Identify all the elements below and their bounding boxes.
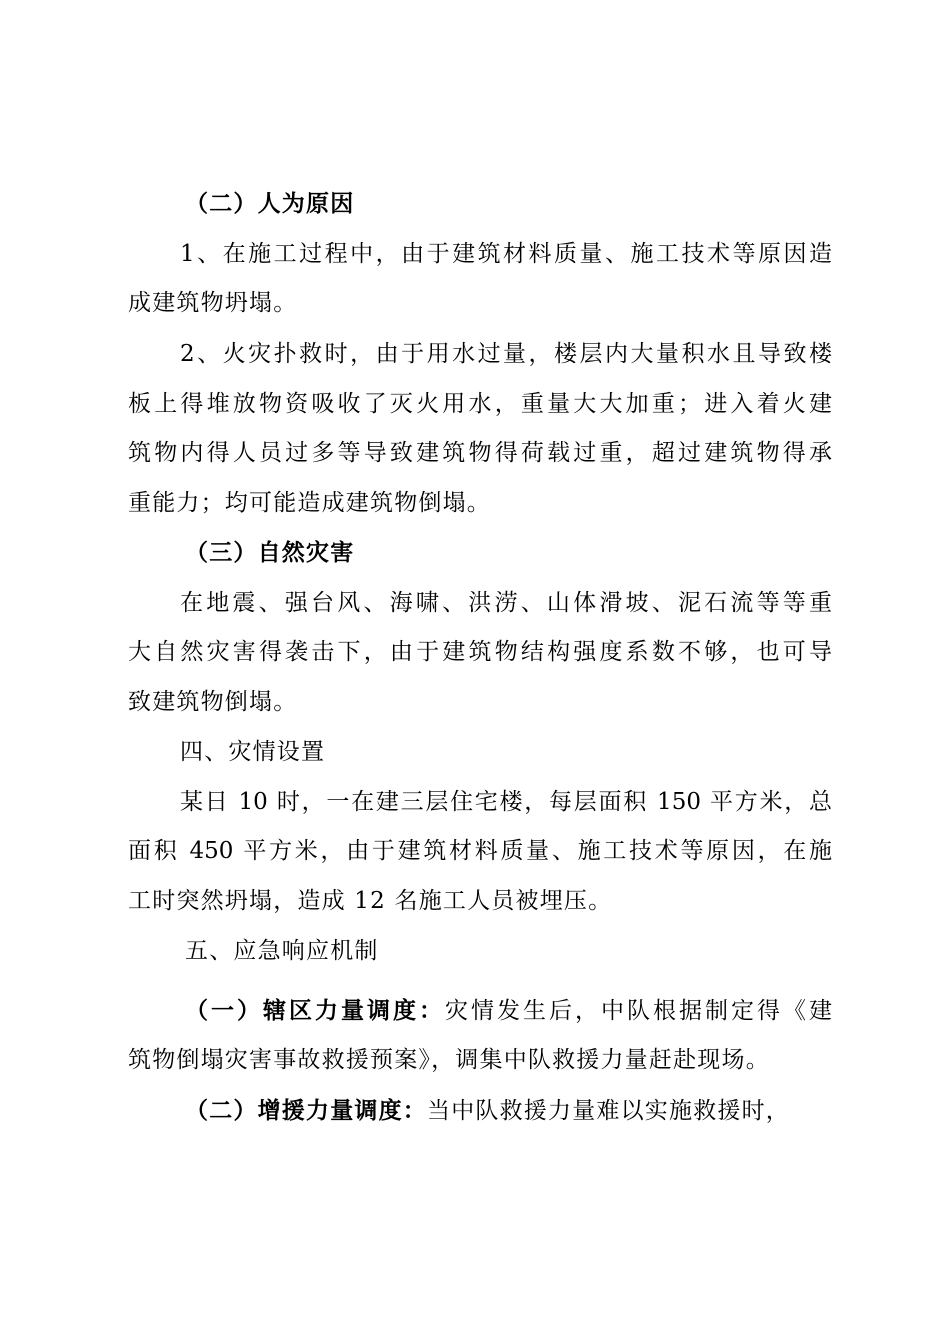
paragraph-line: 2、火灾扑救时，由于用水过量，楼层内大量积水且导致楼	[180, 341, 832, 367]
section-heading-emergency-response: 五、应急响应机制	[185, 938, 379, 964]
inline-label-local-dispatch: （一）辖区力量调度：	[185, 997, 445, 1024]
paragraph-line: 1、在施工过程中，由于建筑材料质量、施工技术等原因造	[180, 241, 832, 267]
inline-text: 灾情发生后，中队根据制定得《建	[445, 998, 832, 1024]
section-heading-human-causes: （二）人为原因	[185, 190, 355, 217]
inline-label-reinforcement-dispatch: （二）增援力量调度：	[185, 1097, 427, 1124]
paragraph-line: 工时突然坍塌，造成 12 名施工人员被埋压。	[128, 888, 613, 914]
paragraph-line	[185, 1096, 790, 1126]
paragraph-line: 筑物倒塌灾害事故救援预案》，调集中队救援力量赶赴现场。	[128, 1047, 770, 1073]
paragraph-line: 大自然灾害得袭击下，由于建筑物结构强度系数不够，也可导	[128, 639, 832, 665]
section-heading-disaster-setting: 四、灾情设置	[180, 739, 326, 765]
paragraph-line: 板上得堆放物资吸收了灭火用水，重量大大加重；进入着火建	[128, 391, 832, 417]
section-heading-natural-disasters: （三）自然灾害	[185, 539, 355, 566]
paragraph-line: 重能力；均可能造成建筑物倒塌。	[128, 490, 491, 516]
paragraph-line: 面积 450 平方米，由于建筑材料质量、施工技术等原因，在施	[128, 838, 832, 864]
paragraph-line	[185, 996, 832, 1026]
inline-text: 当中队救援力量难以实施救援时，	[427, 1098, 790, 1124]
paragraph-line: 某日 10 时，一在建三层住宅楼，每层面积 150 平方米，总	[180, 789, 832, 815]
paragraph-line: 在地震、强台风、海啸、洪涝、山体滑坡、泥石流等等重	[180, 590, 832, 616]
paragraph-line: 筑物内得人员过多等导致建筑物得荷载过重，超过建筑物得承	[128, 440, 832, 466]
paragraph-line: 成建筑物坍塌。	[128, 290, 298, 316]
paragraph-line: 致建筑物倒塌。	[128, 689, 298, 715]
